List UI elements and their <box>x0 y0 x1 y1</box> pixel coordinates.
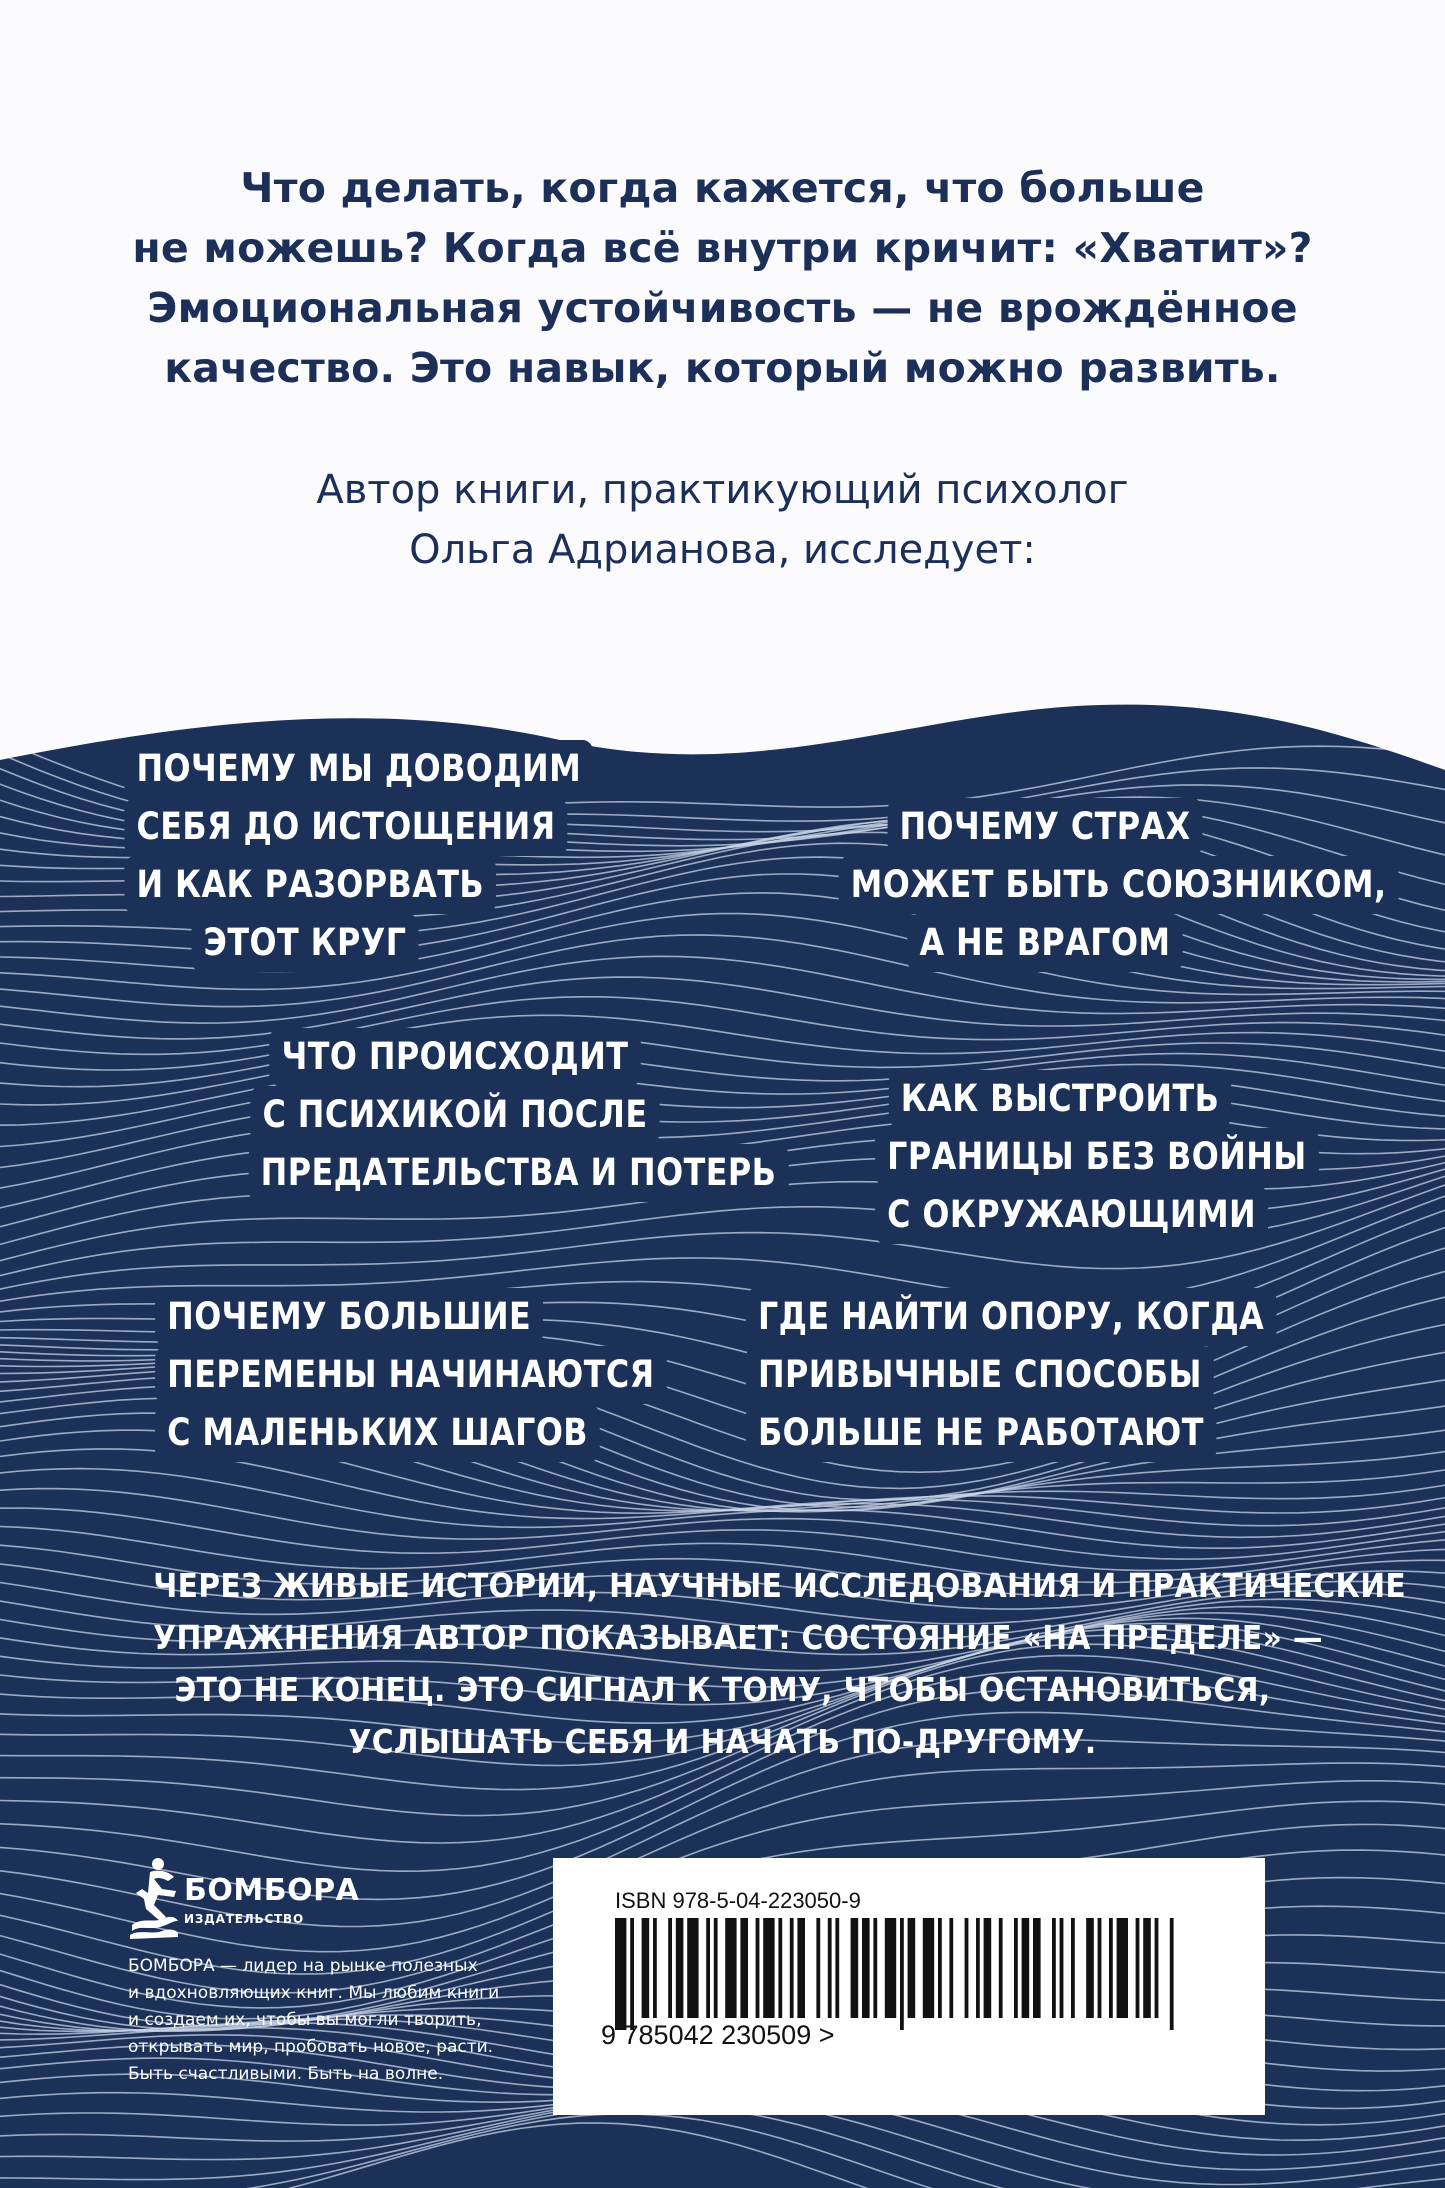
barcode-bar <box>1086 1918 1094 2018</box>
publisher-line: БОМБОРА — лидер на рынке полезных <box>128 1956 478 1976</box>
barcode-bar <box>706 1918 710 2018</box>
barcode-bar <box>862 1918 870 2018</box>
barcode-bar <box>949 1918 953 2018</box>
publisher-line: открывать мир, пробовать новое, расти. <box>128 2037 494 2057</box>
summary-line: ЧЕРЕЗ ЖИВЫЕ ИСТОРИИ, НАУЧНЫЕ ИССЛЕДОВАНИЯ И ПРАКТИЧЕСКИЕ <box>153 1566 1407 1605</box>
barcode-bar <box>653 1918 657 2018</box>
barcode-panel <box>553 1858 1265 2115</box>
topic-line: БОЛЬШЕ НЕ РАБОТАЮТ <box>746 1404 1216 1462</box>
barcode-bar <box>1014 1918 1018 2018</box>
barcode-bar <box>797 1918 805 2018</box>
topic-line: С ПСИХИКОЙ ПОСЛЕ <box>250 1086 659 1144</box>
summary-line: УСЛЫШАТЬ СЕБЯ И НАЧАТЬ ПО-ДРУГОМУ. <box>348 1722 1097 1761</box>
barcode-digits: 9 785042 230509 > <box>601 2020 835 2050</box>
topic-line: ПОЧЕМУ БОЛЬШИЕ <box>155 1288 543 1346</box>
intro-author-line: Ольга Адрианова, исследует: <box>409 527 1036 573</box>
intro-lead-line: Что делать, когда кажется, что больше <box>240 164 1205 212</box>
barcode-bar <box>676 1918 684 2018</box>
topic-boundaries <box>875 1070 1307 1244</box>
topic-changes <box>155 1288 655 1462</box>
topic-line: ПОЧЕМУ СТРАХ <box>887 798 1202 856</box>
barcode-bar <box>1060 1918 1064 2018</box>
barcode-bar <box>984 1918 992 2018</box>
barcode-bar <box>1143 1918 1151 2018</box>
barcode-bar <box>1155 1918 1159 2018</box>
barcode-bar <box>725 1918 736 2018</box>
barcode-bar <box>885 1918 896 2018</box>
topic-line: ЧТО ПРОИСХОДИТ <box>270 1028 641 1086</box>
topic-line: С МАЛЕНЬКИХ ШАГОВ <box>155 1404 600 1462</box>
barcode-bar <box>1098 1918 1102 2018</box>
barcode-bar <box>790 1918 794 2018</box>
topic-line: ПРЕДАТЕЛЬСТВА И ПОТЕРЬ <box>249 1144 789 1202</box>
barcode-bar <box>642 1918 650 2018</box>
topic-line: С ОКРУЖАЮЩИМИ <box>875 1186 1268 1244</box>
publisher-line: Быть счастливыми. Быть на волне. <box>128 2064 444 2084</box>
publisher-description <box>128 1953 528 2088</box>
barcode-bar <box>1022 1918 1030 2018</box>
publisher-logo <box>128 1855 368 1940</box>
topic-line: ГРАНИЦЫ БЕЗ ВОЙНЫ <box>875 1128 1319 1186</box>
intro-author <box>80 460 1365 580</box>
dancer-icon <box>128 1855 180 1940</box>
topic-line: ПРИВЫЧНЫЕ СПОСОБЫ <box>746 1346 1214 1404</box>
barcode-bar <box>1033 1918 1041 2018</box>
topic-line: ГДЕ НАЙТИ ОПОРУ, КОГДА <box>746 1288 1276 1346</box>
topic-fear <box>839 798 1387 972</box>
barcode-bar <box>816 1918 820 2018</box>
barcode-bar <box>1109 1918 1113 2018</box>
topic-betrayal <box>249 1028 777 1202</box>
topic-exhaustion <box>124 740 582 972</box>
topic-line: ЭТОТ КРУГ <box>192 914 419 972</box>
barcode-image <box>615 1918 1175 2033</box>
barcode-bar <box>835 1918 839 2018</box>
publisher-logo-sub: ИЗДАТЕЛЬСТВО <box>184 1912 304 1926</box>
topic-line: ПЕРЕМЕНЫ НАЧИНАЮТСЯ <box>155 1346 667 1404</box>
barcode-bar <box>873 1918 877 2018</box>
barcode-bar <box>756 1918 760 2018</box>
barcode-bar <box>668 1918 672 2018</box>
topic-line: А НЕ ВРАГОМ <box>907 914 1182 972</box>
barcode-bar <box>615 1918 626 2030</box>
intro-lead <box>80 158 1365 398</box>
barcode-bar <box>687 1918 698 2018</box>
topic-line: СЕБЯ ДО ИСТОЩЕНИЯ <box>124 798 567 856</box>
intro-lead-line: качество. Это навык, который можно развить. <box>164 344 1281 392</box>
barcode-bar <box>828 1918 832 2018</box>
topic-line: И КАК РАЗОРВАТЬ <box>124 856 496 914</box>
barcode-bar <box>900 1918 904 2030</box>
barcode-bar <box>1136 1918 1140 2018</box>
barcode-bar <box>923 1918 934 2018</box>
barcode-bar <box>1170 1918 1174 2030</box>
barcode-bar <box>938 1918 942 2018</box>
intro-lead-line: Эмоциональная устойчивость — не врождённое <box>147 284 1298 332</box>
topic-line: ПОЧЕМУ МЫ ДОВОДИМ <box>124 740 593 798</box>
publisher-logo-name: БОМБОРА <box>184 1873 360 1908</box>
barcode-bar <box>851 1918 859 2018</box>
barcode-bar <box>1071 1918 1075 2018</box>
publisher-line: и создаем их, чтобы вы могли творить, <box>128 2010 482 2030</box>
intro-author-line: Автор книги, практикующий психолог <box>316 467 1129 513</box>
barcode-bar <box>740 1918 748 2018</box>
barcode-bar <box>976 1918 980 2018</box>
publisher-line: и вдохновляющих книг. Мы любим книги <box>128 1983 500 2003</box>
barcode-bar <box>778 1918 782 2018</box>
topic-line: КАК ВЫСТРОИТЬ <box>889 1070 1232 1128</box>
barcode-bar <box>999 1918 1003 2018</box>
isbn-label: ISBN 978-5-04-223050-9 <box>615 1888 861 1913</box>
summary-line: УПРАЖНЕНИЯ АВТОР ПОКАЗЫВАЕТ: СОСТОЯНИЕ «НА ПРЕДЕЛЕ» — <box>153 1618 1323 1657</box>
summary-text <box>153 1560 1407 1768</box>
intro-lead-line: не можешь? Когда всё внутри кричит: «Хватит»? <box>132 224 1313 272</box>
barcode-bar <box>714 1918 718 2018</box>
barcode-bar <box>1117 1918 1128 2018</box>
barcode-bar <box>630 1918 634 2030</box>
summary-line: ЭТО НЕ КОНЕЦ. ЭТО СИГНАЛ К ТОМУ, ЧТОБЫ ОСТАНОВИТЬСЯ, <box>174 1670 1271 1709</box>
barcode-bar <box>763 1918 774 2018</box>
topic-support <box>746 1288 1265 1462</box>
barcode-bar <box>1052 1918 1056 2018</box>
topic-line: МОЖЕТ БЫТЬ СОЮЗНИКОМ, <box>839 856 1399 914</box>
barcode-bar <box>965 1918 969 2018</box>
barcode-bar <box>908 1918 916 2018</box>
